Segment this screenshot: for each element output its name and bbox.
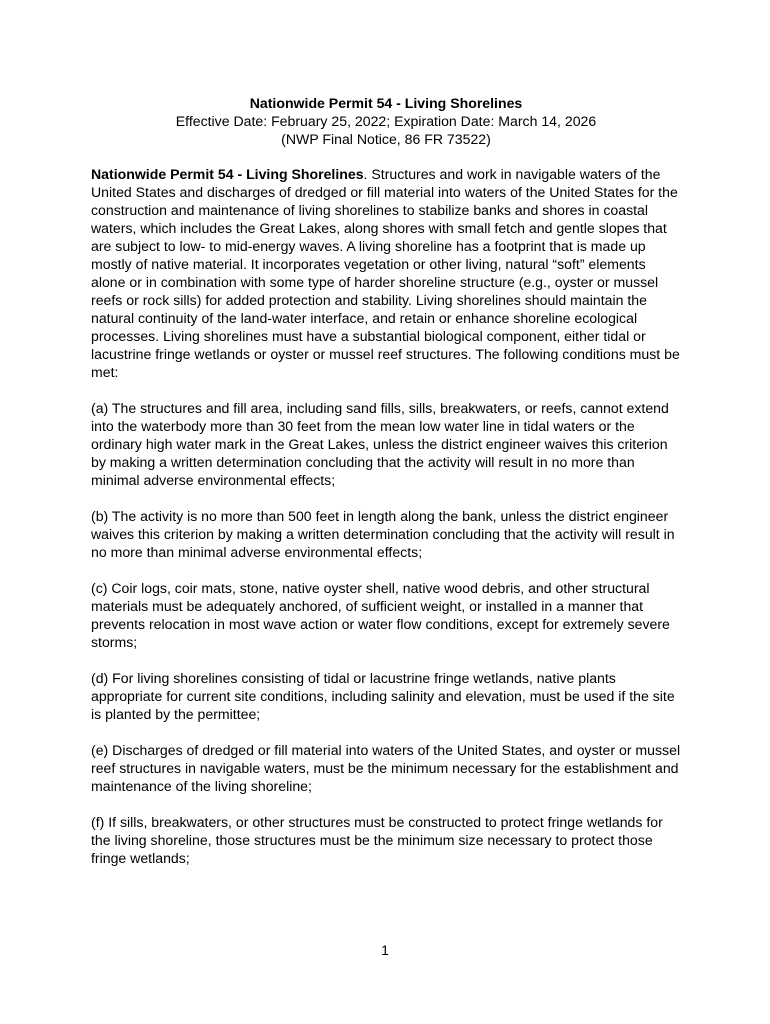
intro-paragraph [91, 165, 681, 381]
document-header [91, 94, 681, 148]
condition-b: (b) The activity is no more than 500 feet in length along the bank, unless the district engineer waives this criterion by making a written determination concluding that the activity will result in no more than minimal adverse environmental effects; [91, 508, 675, 560]
condition-f: (f) If sills, breakwaters, or other structures must be constructed to protect fringe wetlands for the living shoreline, those structures must be the minimum size necessary to protect those fringe wetlands; [91, 814, 663, 866]
effective-dates: Effective Date: February 25, 2022; Expiration Date: March 14, 2026 [175, 113, 597, 129]
page-number: 1 [381, 942, 389, 958]
document-body [91, 94, 681, 885]
condition-c: (c) Coir logs, coir mats, stone, native oyster shell, native wood debris, and other structural materials must be adequately anchored, of sufficient weight, or installed in a manner that prevents relocation in most wave action or water flow conditions, except for extremely severe storms; [91, 580, 670, 650]
final-notice-reference: (NWP Final Notice, 86 FR 73522) [281, 131, 491, 147]
document-title: Nationwide Permit 54 - Living Shorelines [249, 95, 523, 111]
intro-lead: Nationwide Permit 54 - Living Shorelines [91, 166, 364, 182]
intro-body: . Structures and work in navigable waters of the United States and discharges of dredged or fill material into waters of the United States for the construction and maintenance of living shorelines to stabilize banks and shores in coastal waters, which includes the Great Lakes, along shores with small fetch and gentle slopes that are subject to low- to mid-energy waves. A living shoreline has a footprint that is made up mostly of native material. It incorporates vegetation or other living, natural “soft” elements alone or in combination with some type of harder shoreline structure (e.g., oyster or mussel reefs or rock sills) for added protection and stability. Living shorelines should maintain the natural continuity of the land-water interface, and retain or enhance shoreline ecological processes. Living shorelines must have a substantial biological component, either tidal or lacustrine fringe wetlands or oyster or mussel reef structures. The following conditions must be met: [91, 166, 680, 380]
condition-e: (e) Discharges of dredged or fill material into waters of the United States, and oyster or mussel reef structures in navigable waters, must be the minimum necessary for the establishment and maintenance of the living shoreline; [91, 742, 681, 794]
condition-d: (d) For living shorelines consisting of tidal or lacustrine fringe wetlands, native plants appropriate for current site conditions, including salinity and elevation, must be used if the site is planted by the permittee; [91, 670, 675, 722]
condition-a: (a) The structures and fill area, including sand fills, sills, breakwaters, or reefs, cannot extend into the waterbody more than 30 feet from the mean low water line in tidal waters or the ordinary high water mark in the Great Lakes, unless the district engineer waives this criterion by making a written determination concluding that the activity will result in no more than minimal adverse environmental effects; [91, 400, 669, 488]
